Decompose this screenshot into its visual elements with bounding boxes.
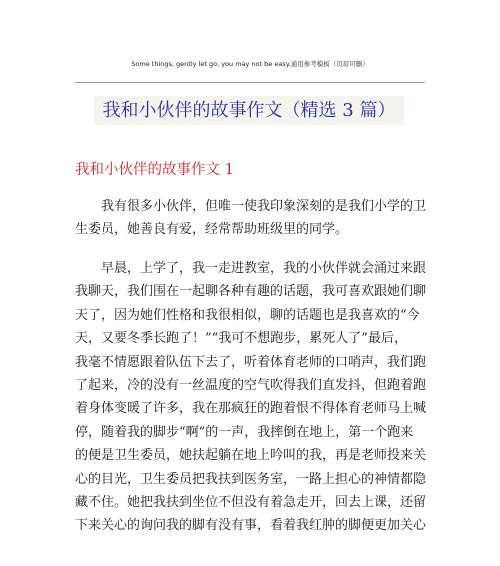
paragraph-line: 藏不住。她把我扶到坐位不但没有着急走开，回去上课，还留 [75, 494, 427, 510]
paragraph-1 [75, 195, 427, 242]
paragraph-line: 着身体变暖了许多，我在那疯狂的跑着恨不得体育老师马上喊 [75, 401, 427, 417]
section-heading: 我和小伙伴的故事作文 1 [75, 162, 234, 178]
paragraph-line: 我毫不情愿跟着队伍下去了，听着体育老师的口哨声，我们跑 [75, 354, 427, 370]
paragraph-line: 下来关心的询问我的脚有没有事，看着我红肿的脚便更加关心 [75, 518, 427, 534]
page-header-text: Some things, gently let go, you may not be easy.通用参考模板（页眉可删） [131, 60, 369, 68]
paragraph-line: 天，又要冬季长跑了！”“我可不想跑步，累死人了”最后， [75, 331, 407, 347]
paragraph-line: 生委员，她善良有爱，经常帮助班级里的同学。 [75, 222, 349, 238]
paragraph-line: 我聊天，我们围在一起聊各种有趣的话题，我可喜欢跟她们聊 [75, 284, 427, 300]
paragraph-line: 了起来，冷的没有一丝温度的空气吹得我们直发抖，但跑着跑 [75, 377, 427, 393]
document-title: 我和小伙伴的故事作文（精选 3 篇） [102, 100, 396, 121]
paragraph-line: 天了，因为她们性格和我很相似，聊的话题也是我喜欢的“今 [75, 307, 420, 323]
paragraph-line: 早晨，上学了，我一走进教室，我的小伙伴就会涌过来跟 [101, 261, 427, 276]
paragraph-line: 停，随着我的脚步“啊”的一声，我摔倒在地上，第一个跑来 [75, 424, 414, 440]
paragraph-line: 的便是卫生委员，她扶起躺在地上吟叫的我，再是老师投来关 [75, 448, 427, 464]
paragraph-line: 心的目光，卫生委员把我扶到医务室，一路上担心的神情都隐 [75, 471, 427, 487]
header-divider [75, 82, 425, 83]
paragraph-line: 我有很多小伙伴，但唯一使我印象深刻的是我们小学的卫 [101, 199, 427, 214]
paragraph-2 [75, 257, 427, 538]
